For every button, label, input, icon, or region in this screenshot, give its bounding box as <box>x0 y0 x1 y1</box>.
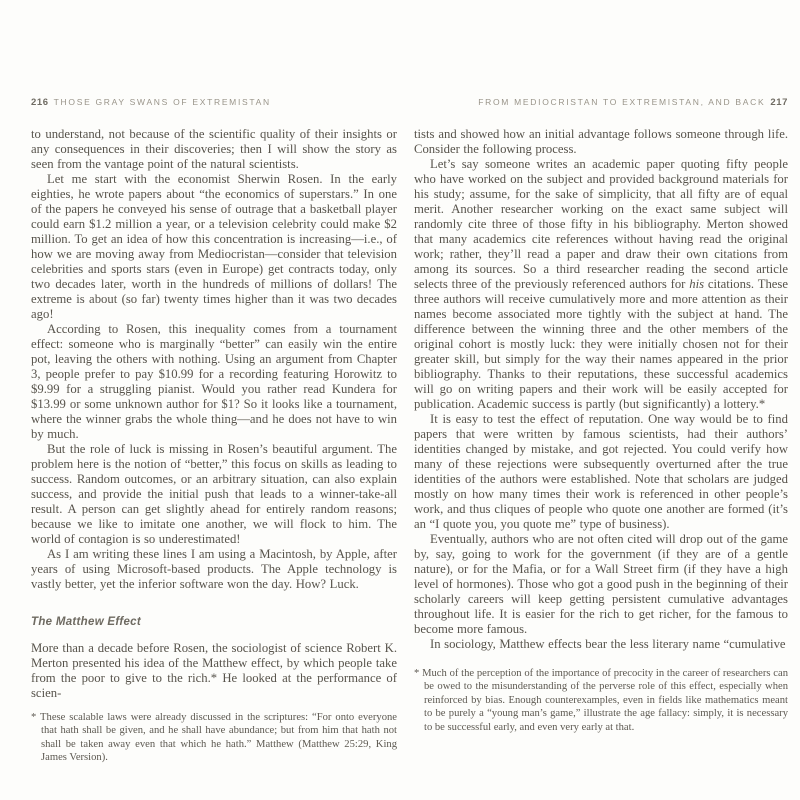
paragraph: Eventually, authors who are not often cited will drop out of the game by, say, going to work for the government (if they are of a gentle nature), or for the Mafia, or for a Wall Street firm (if they have a high level of hormones). Those who got a good push in the beginning of their scholarly careers will keep getting persistent cumulative advantages throughout life. It is easier for the rich to get richer, for the famous to become more famous. <box>414 532 788 636</box>
left-header-title: THOSE GRAY SWANS OF EXTREMISTAN <box>53 97 271 107</box>
paragraph: tists and showed how an initial advantage follows someone through life. Consider the following process. <box>414 127 788 156</box>
right-page-body <box>414 127 788 734</box>
paragraph: In sociology, Matthew effects bear the less literary name “cumulative <box>430 637 786 651</box>
paragraph: As I am writing these lines I am using a Macintosh, by Apple, after years of using Microsoft-based products. The Apple technology is vastly better, yet the inferior software won the day. How? Luck. <box>31 547 397 591</box>
paragraph: Let’s say someone writes an academic paper quoting fifty people who have worked on the subject and provided background materials for his study; assume, for the sake of simplicity, that all fifty are of equal merit. Another researcher working on the exact same subject will randomly cite three of those fifty in his bibliography. Merton showed that many academics cite references without having read the original work; rather, they’ll read a paper and draw their own citations from among its sources. So a third researcher reading the second article selects three of the previously referenced authors for his citations. These three authors will receive cumulatively more and more attention as their names become associated more tightly with the subject at hand. The difference between the winning three and the other members of the original cohort is mostly luck: they were initially chosen not for their greater skill, but simply for the way their names appeared in the prior bibliography. Thanks to their reputations, these successful academics will go on writing papers and their work will be easily accepted for publication. Academic success is partly (but significantly) a lottery.* <box>414 157 788 411</box>
left-running-header <box>31 97 397 108</box>
right-header-title: FROM MEDIOCRISTAN TO EXTREMISTAN, AND BACK <box>478 97 766 107</box>
paragraph: It is easy to test the effect of reputation. One way would be to find papers that were written by famous scientists, had their authors’ identities changed by mistake, and got rejected. You could verify how many of these rejections were subsequently overturned after the true identities of the authors were established. Note that scholars are judged mostly on how many times their work is referenced in other people’s work, and thus cliques of people who quote one another are formed (it’s an “I quote you, you quote me” type of business). <box>414 412 788 531</box>
paragraph: According to Rosen, this inequality comes from a tournament effect: someone who is marginally “better” can easily win the entire pot, leaving the others with nothing. Using an argument from Chapter 3, people prefer to pay $10.99 for a recording featuring Horowitz to $9.99 for a struggling pianist. Would you rather read Kundera for $13.99 or some unknown author for $1? So it looks like a tournament, where the winner grabs the whole thing—and he does not have to win by much. <box>31 322 397 441</box>
paragraph: But the role of luck is missing in Rosen’s beautiful argument. The problem here is the notion of “better,” this focus on skills as leading to success. Random outcomes, or an arbitrary situation, can also explain success, and provide the initial push that leads to a winner-take-all result. A person can get slightly ahead for entirely random reasons; because we like to imitate one another, we will flock to him. The world of contagion is so underestimated! <box>31 442 397 546</box>
left-page-body <box>31 127 397 765</box>
paragraph: Let me start with the economist Sherwin Rosen. In the early eighties, he wrote papers about “the economics of superstars.” In one of the papers he conveyed his sense of outrage that a basketball player could earn $1.2 million a year, or a television celebrity could make $2 million. To get an idea of how this concentration is increasing—i.e., of how we are moving away from Mediocristan—consider that television celebrities and sports stars (even in Europe) get contracts today, only two decades later, worth in the hundreds of millions of dollars! The extreme is about (so far) twenty times higher than it was two decades ago! <box>31 172 397 321</box>
footnote: * Much of the perception of the importance of precocity in the career of researchers can be owed to the misunderstanding of the perverse role of this effect, especially when reinforced by bias. Enough counterexamples, even in fields like mathematics meant to be purely a “young man’s game,” illustrate the age fallacy: simply, it is necessary to be successful early, and even very early at that. <box>414 668 788 733</box>
section-heading: The Matthew Effect <box>31 616 141 628</box>
paragraph: to understand, not because of the scientific quality of their insights or any consequences in their discoveries; then I will show the story as seen from the vantage point of the natural scientists. <box>31 127 397 171</box>
right-page-number: 217 <box>770 97 788 108</box>
right-running-header <box>414 97 788 108</box>
footnote: * These scalable laws were already discussed in the scriptures: “For onto everyone that hath shall be given, and he shall have abundance; but from him that hath not shall be taken away even that which he hath.” Matthew (Matthew 25:29, King James Version). <box>31 712 397 764</box>
right-page <box>414 97 788 734</box>
paragraph: More than a decade before Rosen, the sociologist of science Robert K. Merton presented his idea of the Matthew effect, by which people take from the poor to give to the rich.* He looked at the performance of scien- <box>31 641 397 700</box>
left-page-number: 216 <box>31 97 49 108</box>
left-page <box>31 97 397 765</box>
